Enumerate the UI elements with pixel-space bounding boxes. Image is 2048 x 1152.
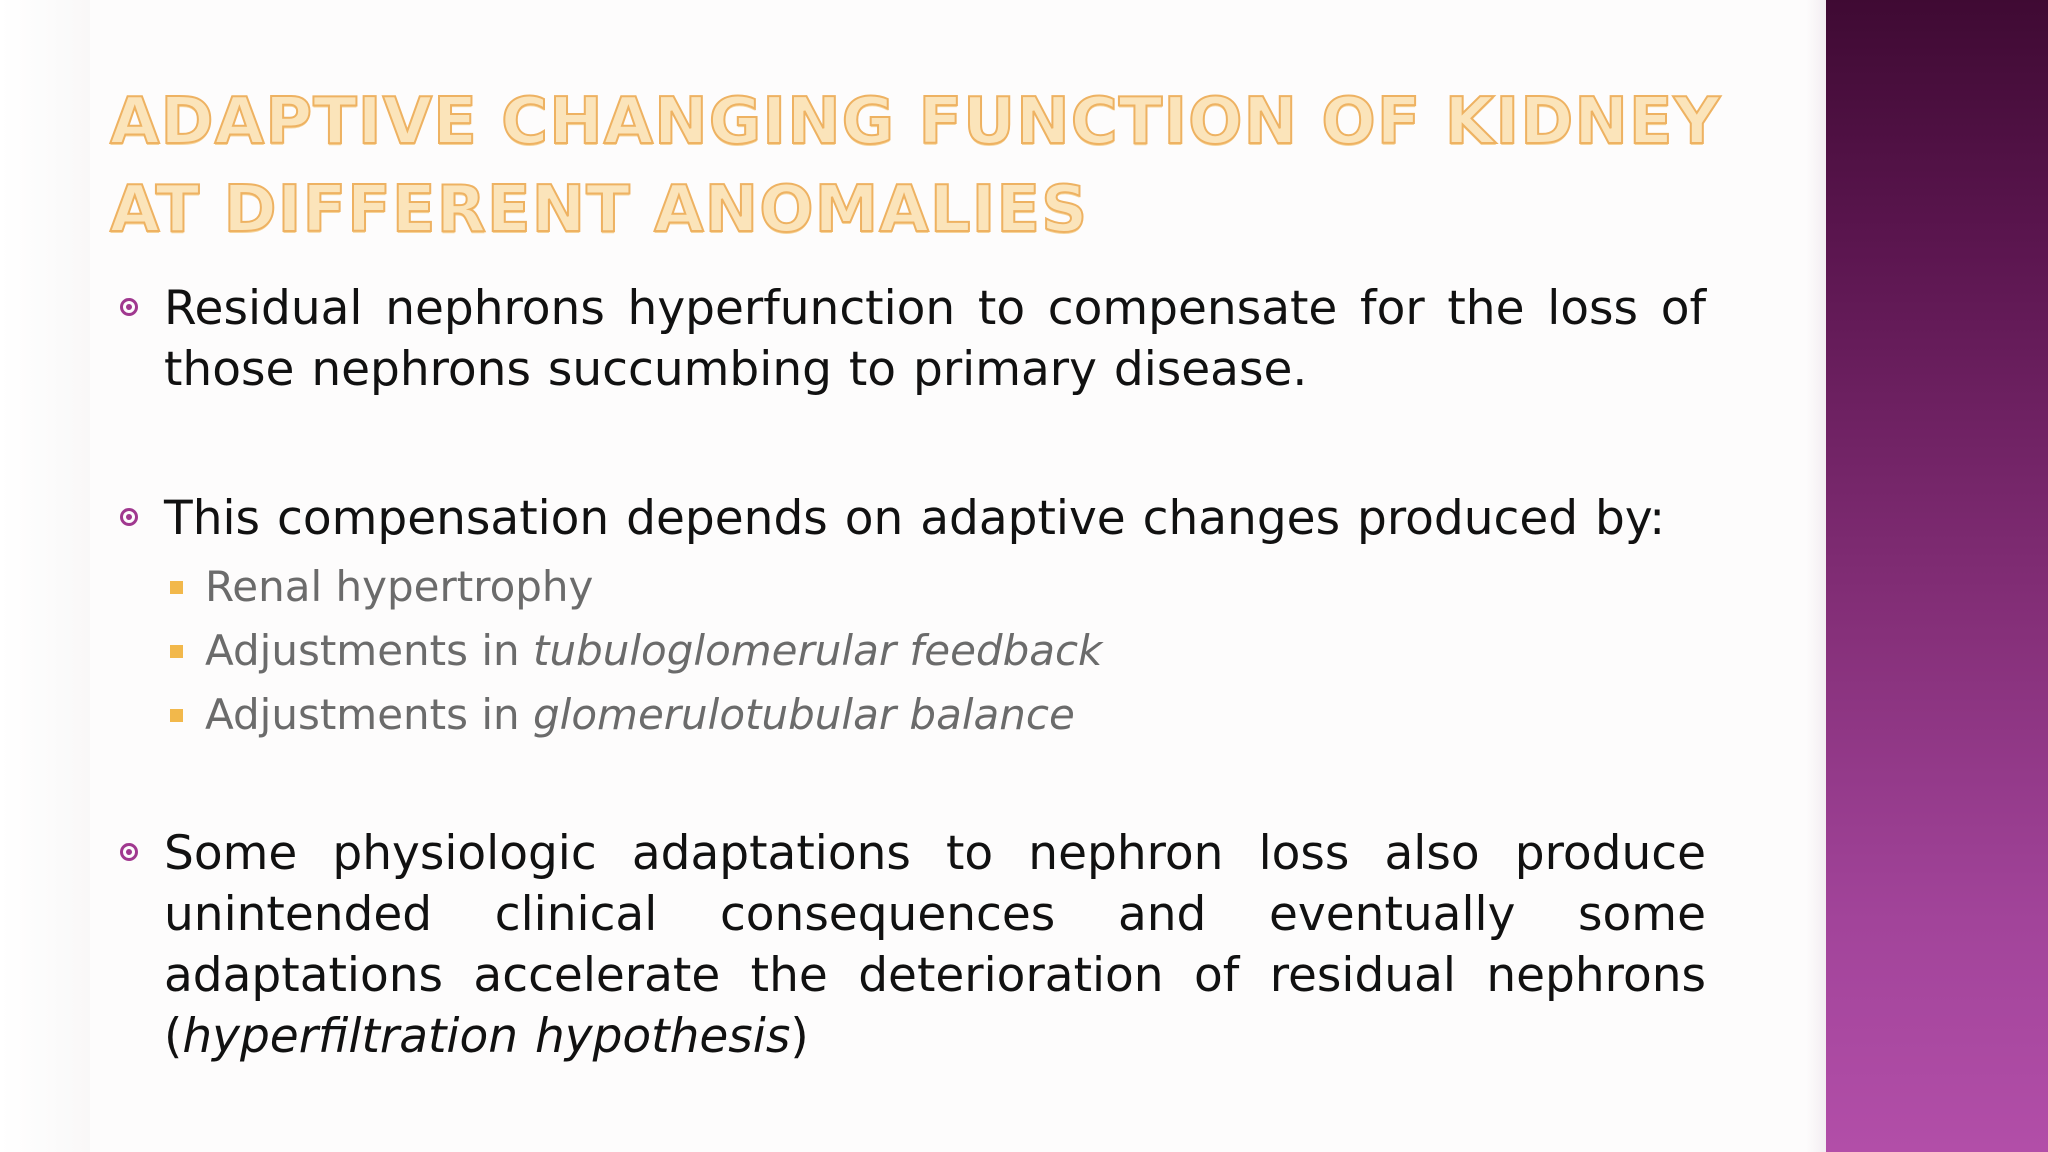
sub-bullet-text: Adjustments in (205, 690, 534, 739)
circle-bullet-icon (120, 298, 138, 316)
side-band-gap (1806, 0, 1826, 1152)
slide-title: ADAPTIVE CHANGING FUNCTION OF KIDNEY AT DIFFERENT ANOMALIES (110, 85, 1721, 247)
sub-bullet-text: Adjustments in (205, 626, 534, 675)
bullet-compensation (116, 488, 1706, 549)
sub-bullet-glomerulotubular (116, 683, 1706, 747)
slide-body (116, 278, 1706, 1067)
circle-bullet-icon (120, 508, 138, 526)
square-bullet-icon (170, 709, 183, 722)
sub-bullet-italic-text: tubuloglomerular feedback (533, 626, 1103, 675)
sub-bullet-list (116, 555, 1706, 747)
hyperfiltration-note (164, 1009, 809, 1064)
bullet-residual-nephrons (116, 278, 1706, 400)
hyperfiltration-hypothesis-text: hyperfiltration hypothesis (182, 1009, 791, 1064)
sub-bullet-text: Renal hypertrophy (205, 562, 594, 611)
close-paren: ) (790, 1009, 809, 1064)
bullet-text: This compensation depends on adaptive changes produced by: (164, 491, 1666, 546)
bullet-text: Residual nephrons hyperfunction to compensate for the loss of those nephrons succumbing to primary disease. (164, 281, 1706, 397)
bullet-physiologic-adaptations (116, 823, 1706, 1067)
sub-bullet-renal-hypertrophy (116, 555, 1706, 619)
left-shade (0, 0, 90, 1152)
open-paren: ( (164, 1009, 183, 1064)
sub-bullet-italic-text: glomerulotubular balance (533, 690, 1075, 739)
decorative-side-band (1826, 0, 2048, 1152)
sub-bullet-tubuloglomerular (116, 619, 1706, 683)
bullet-text: Some physiologic adaptations to nephron loss also produce unintended clinical consequences and eventually some adaptations accelerate the deterioration of residual nephrons (164, 826, 1706, 1003)
square-bullet-icon (170, 581, 183, 594)
circle-bullet-icon (120, 843, 138, 861)
square-bullet-icon (170, 645, 183, 658)
